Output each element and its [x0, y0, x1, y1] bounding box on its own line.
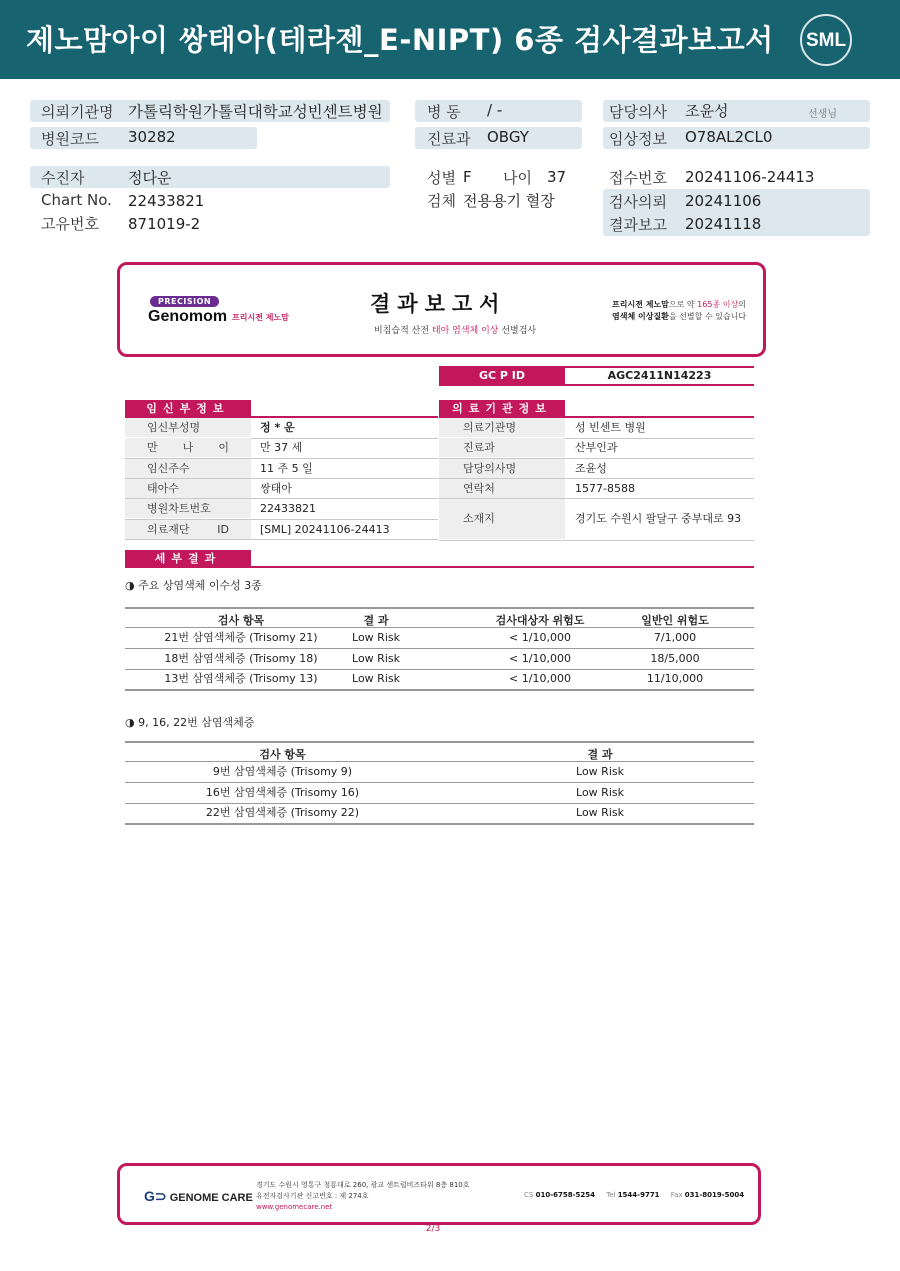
doctor-value: 조윤성 — [685, 102, 729, 120]
table-cell: 7/1,000 — [653, 631, 697, 644]
page-number: 2/3 — [425, 1224, 441, 1234]
info-value: 정 * 운 — [260, 421, 295, 434]
table-cell: Low Risk — [576, 806, 624, 819]
banner-description: 프리시젼 제노맘으로 약 165종 이상의 염색체 이상질환을 선별할 수 있습니다 — [612, 300, 747, 321]
table-cell: 13번 삼염색체증 (Trisomy 13) — [164, 672, 318, 685]
footer-frame — [117, 1163, 761, 1225]
footer-contacts: CS 010-6758-5254 Tel 1544-9771 Fax 031-8019-5004 — [524, 1191, 745, 1199]
details-heading-line — [125, 566, 754, 568]
info-value: 산부인과 — [575, 441, 618, 455]
sex-value: F — [463, 168, 472, 186]
info-label: 진료과 — [439, 438, 565, 457]
table-cell: Low Risk — [576, 765, 624, 778]
table-cell: < 1/10,000 — [509, 631, 571, 644]
table-cell: 11/10,000 — [646, 672, 704, 685]
ward-label: 병 동 — [427, 103, 461, 121]
table-cell: 22번 삼염색체증 (Trisomy 22) — [205, 806, 360, 819]
info-label: 의료기관명 — [439, 418, 565, 437]
sml-logo — [800, 14, 852, 66]
doctor-label: 담당의사 — [609, 103, 667, 121]
info-value: [SML] 20241106-24413 — [260, 522, 390, 536]
banner-title: 결과보고서 — [370, 292, 507, 316]
institution-value: 가톨릭학원가톨릭대학교성빈센트병원 — [128, 103, 383, 121]
footer-address: 경기도 수원시 영통구 청룡대로 260, 광교 센트럴비즈타워 8층 810호 유전자검사기관 신고번호 : 제 274호 www.genomecare.net — [256, 1181, 470, 1211]
receipt-value: 20241106-24413 — [685, 168, 815, 186]
genomecare-icon: G⊃ — [144, 1188, 167, 1204]
clinical-value: O78AL2CL0 — [685, 128, 773, 146]
header-rule — [125, 627, 754, 628]
info-label: 소재지 — [439, 499, 565, 539]
info-label: 담당의사명 — [439, 459, 565, 478]
report-date-label: 결과보고 — [609, 216, 667, 234]
row-rule — [125, 823, 754, 825]
info-label: 태아수 — [125, 479, 251, 498]
info-label: 임신부성명 — [125, 418, 251, 437]
table-cell: 16번 삼염색체증 (Trisomy 16) — [205, 785, 360, 799]
table-cell: 9번 삼염색체증 (Trisomy 9) — [212, 765, 353, 778]
info-value: 조윤성 — [575, 461, 607, 475]
row-rule — [125, 689, 754, 691]
report-title: 제노맘아이 쌍태아(테라젠_E-NIPT) 6종 검사결과보고서 — [26, 23, 774, 57]
doctor-suffix: 선생님 — [808, 109, 837, 120]
table-cell: < 1/10,000 — [509, 672, 571, 685]
age-value: 37 — [547, 168, 567, 186]
banner-subtitle: 비침습적 산전 태아 염색체 이상 선별검사 — [374, 326, 537, 336]
info-label: 만 나 이 — [125, 438, 251, 457]
report-date-value: 20241118 — [685, 215, 762, 233]
ward-value: / - — [487, 101, 503, 119]
sex-label: 성별 — [427, 169, 456, 187]
header-rule — [125, 761, 754, 762]
info-value: 만 37 세 — [260, 441, 303, 455]
table-cell: 18/5,000 — [650, 651, 700, 665]
row-divider — [125, 539, 438, 540]
hospital-code-label: 병원코드 — [41, 130, 99, 148]
info-label: 병원차트번호 — [125, 499, 251, 518]
gcp-id-label: GC P ID — [439, 366, 565, 386]
info-value: 11 주 5 일 — [260, 461, 313, 475]
col-header-general-risk: 일반인 위험도 — [641, 614, 709, 627]
col-header-subject-risk: 검사대상자 위험도 — [495, 614, 585, 627]
table-cell: Low Risk — [352, 651, 400, 665]
unique-label: 고유번호 — [41, 215, 99, 233]
info-label: 의료재단 ID — [125, 520, 251, 539]
details-heading: 세부결과 — [125, 550, 251, 568]
genomom-logo: Genomom — [148, 308, 228, 325]
info-value: 1577-8588 — [575, 481, 635, 495]
table-cell: Low Risk — [576, 785, 624, 799]
receipt-label: 접수번호 — [609, 169, 667, 187]
info-label: 임신주수 — [125, 459, 251, 478]
report-banner — [117, 262, 766, 357]
info-value: 경기도 수원시 팔달구 중부대로 93 — [575, 512, 742, 526]
col-header-item: 검사 항목 — [259, 748, 306, 761]
table-top-rule — [125, 607, 754, 609]
hospital-code-value: 30282 — [128, 128, 176, 146]
col-header-result: 결 과 — [363, 614, 389, 627]
row-divider — [439, 540, 754, 541]
sml-logo-text: SML — [805, 30, 847, 51]
col-header-item: 검사 항목 — [217, 614, 265, 627]
footer-url[interactable]: www.genomecare.net — [256, 1203, 333, 1211]
header-bar — [0, 0, 900, 79]
info-value: 22433821 — [260, 502, 316, 516]
unique-value: 871019-2 — [128, 215, 201, 233]
section2-table — [125, 741, 754, 823]
clinical-label: 임상정보 — [609, 130, 667, 148]
section1-table — [125, 607, 754, 689]
request-label: 검사의뢰 — [609, 193, 667, 211]
table-cell: < 1/10,000 — [509, 651, 571, 665]
pregnant-heading: 임신부정보 — [125, 400, 251, 418]
table-cell: 21번 삼염색체증 (Trisomy 21) — [164, 631, 318, 644]
info-value: 쌍태아 — [260, 481, 292, 495]
patient-value: 정다운 — [128, 169, 172, 187]
genomom-sub: 프리시젼 제노맘 — [232, 313, 289, 322]
dept-label: 진료과 — [427, 130, 471, 148]
chart-label: Chart No. — [41, 191, 112, 209]
request-value: 20241106 — [685, 192, 762, 210]
dept-value: OBGY — [487, 128, 529, 146]
patient-label: 수진자 — [41, 169, 85, 187]
genomecare-logo: G⊃ GENOME CARE — [144, 1188, 253, 1204]
institution-label: 의뢰기관명 — [41, 103, 114, 121]
info-value: 성 빈센트 병원 — [575, 421, 646, 434]
info-label: 연락처 — [439, 479, 565, 498]
specimen-label: 검체 — [427, 192, 456, 210]
medical-heading: 의료기관정보 — [439, 400, 565, 418]
age-label: 나이 — [503, 169, 532, 187]
table-top-rule — [125, 741, 754, 743]
section1-title: ◑ 주요 상염색체 이수성 3종 — [125, 579, 262, 592]
precision-pill: PRECISION — [150, 296, 219, 307]
col-header-result: 결 과 — [587, 748, 613, 761]
chart-value: 22433821 — [128, 192, 205, 210]
section2-title: ◑ 9, 16, 22번 삼염색체증 — [125, 716, 255, 729]
gcp-id-value: AGC2411N14223 — [565, 366, 754, 386]
table-cell: Low Risk — [352, 672, 400, 685]
table-cell: 18번 삼염색체증 (Trisomy 18) — [164, 651, 318, 665]
table-cell: Low Risk — [352, 631, 400, 644]
specimen-value: 전용용기 혈장 — [463, 192, 555, 210]
